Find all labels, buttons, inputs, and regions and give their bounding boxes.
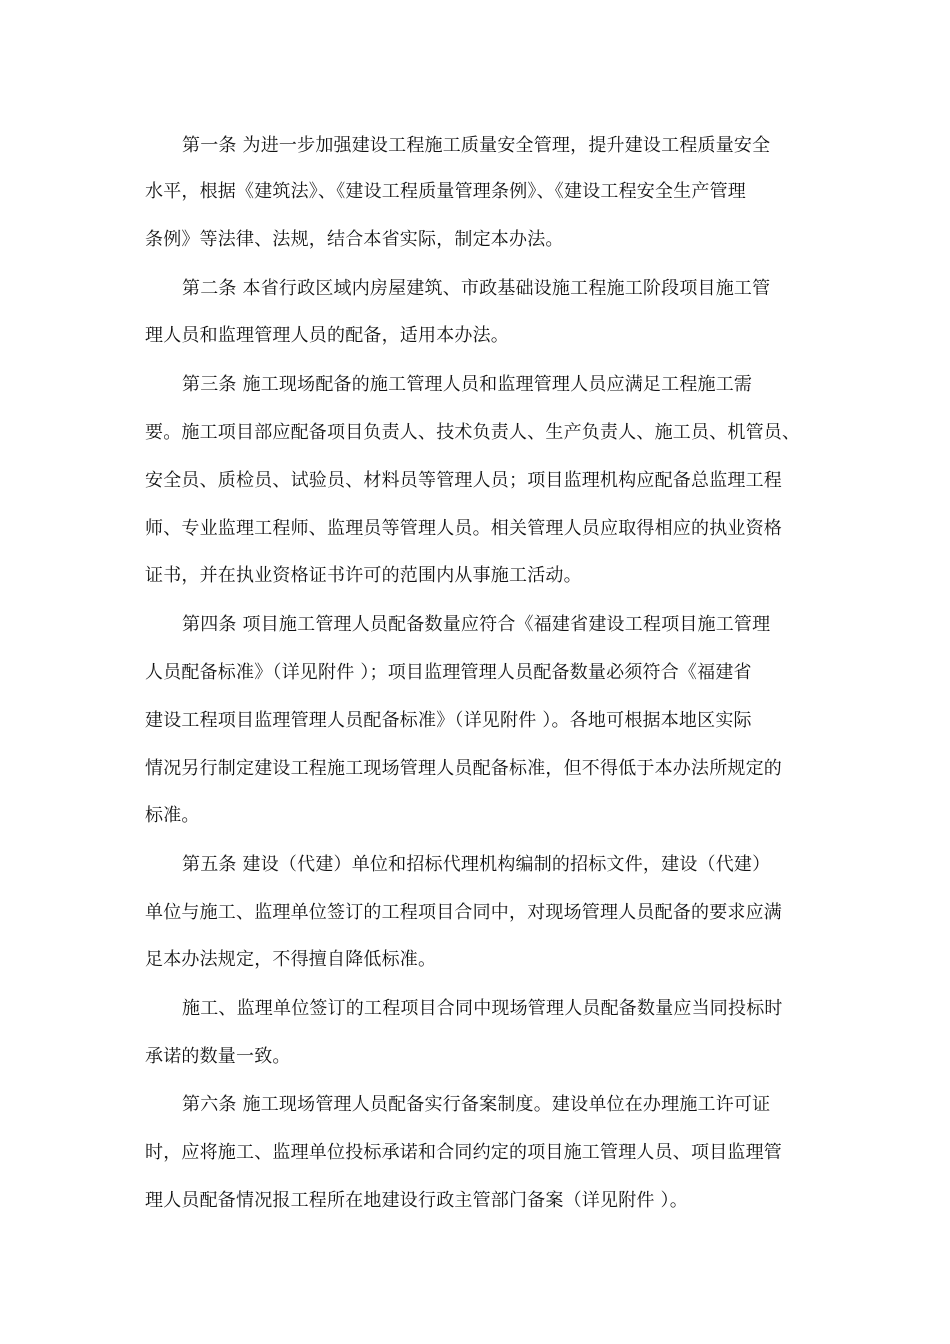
article-1-line-3: 条例》等法律、法规，结合本省实际，制定本办法。: [145, 229, 564, 250]
article-2-line-1: 第二条 本省行政区域内房屋建筑、市政基础设施工程施工阶段项目施工管: [182, 278, 771, 299]
article-6-line-3: 理人员配备情况报工程所在地建设行政主管部门备案（详见附件 ）。: [145, 1190, 688, 1211]
article-3-line-3: 安全员、质检员、试验员、材料员等管理人员；项目监理机构应配备总监理工程: [145, 470, 782, 491]
article-4-line-1: 第四条 项目施工管理人员配备数量应符合《福建省建设工程项目施工管理: [182, 614, 771, 635]
article-1-line-1: 第一条 为进一步加强建设工程施工质量安全管理，提升建设工程质量安全: [182, 135, 771, 156]
article-3-line-5: 证书，并在执业资格证书许可的范围内从事施工活动。: [145, 565, 582, 586]
article-4-line-2: 人员配备标准》（详见附件 ）；项目监理管理人员配备数量必须符合《福建省: [145, 662, 752, 683]
article-5-para-2-line-2: 承诺的数量一致。: [145, 1046, 291, 1067]
article-2-line-2: 理人员和监理管理人员的配备，适用本办法。: [145, 325, 509, 346]
article-5-line-1: 第五条 建设（代建）单位和招标代理机构编制的招标文件，建设（代建）: [182, 854, 771, 875]
article-4-line-5: 标准。: [145, 805, 200, 826]
article-3-line-2: 要。施工项目部应配备项目负责人、技术负责人、生产负责人、施工员、机管员、: [145, 422, 801, 443]
article-3-line-4: 师、专业监理工程师、监理员等管理人员。相关管理人员应取得相应的执业资格: [145, 518, 782, 539]
article-5-line-2: 单位与施工、监理单位签订的工程项目合同中，对现场管理人员配备的要求应满: [145, 902, 782, 923]
article-3-line-1: 第三条 施工现场配备的施工管理人员和监理管理人员应满足工程施工需: [182, 374, 753, 395]
article-4-line-4: 情况另行制定建设工程施工现场管理人员配备标准，但不得低于本办法所规定的: [145, 758, 782, 779]
article-1-line-2: 水平，根据《建筑法》、《建设工程质量管理条例》、《建设工程安全生产管理: [145, 181, 746, 202]
article-6-line-1: 第六条 施工现场管理人员配备实行备案制度。建设单位在办理施工许可证: [182, 1094, 771, 1115]
article-4-line-3: 建设工程项目监理管理人员配备标准》（详见附件 ）。各地可根据本地区实际: [145, 710, 752, 731]
article-6-line-2: 时，应将施工、监理单位投标承诺和合同约定的项目施工管理人员、项目监理管: [145, 1142, 782, 1163]
article-5-line-3: 足本办法规定，不得擅自降低标准。: [145, 949, 437, 970]
article-5-para-2-line-1: 施工、监理单位签订的工程项目合同中现场管理人员配备数量应当同投标时: [182, 998, 783, 1019]
